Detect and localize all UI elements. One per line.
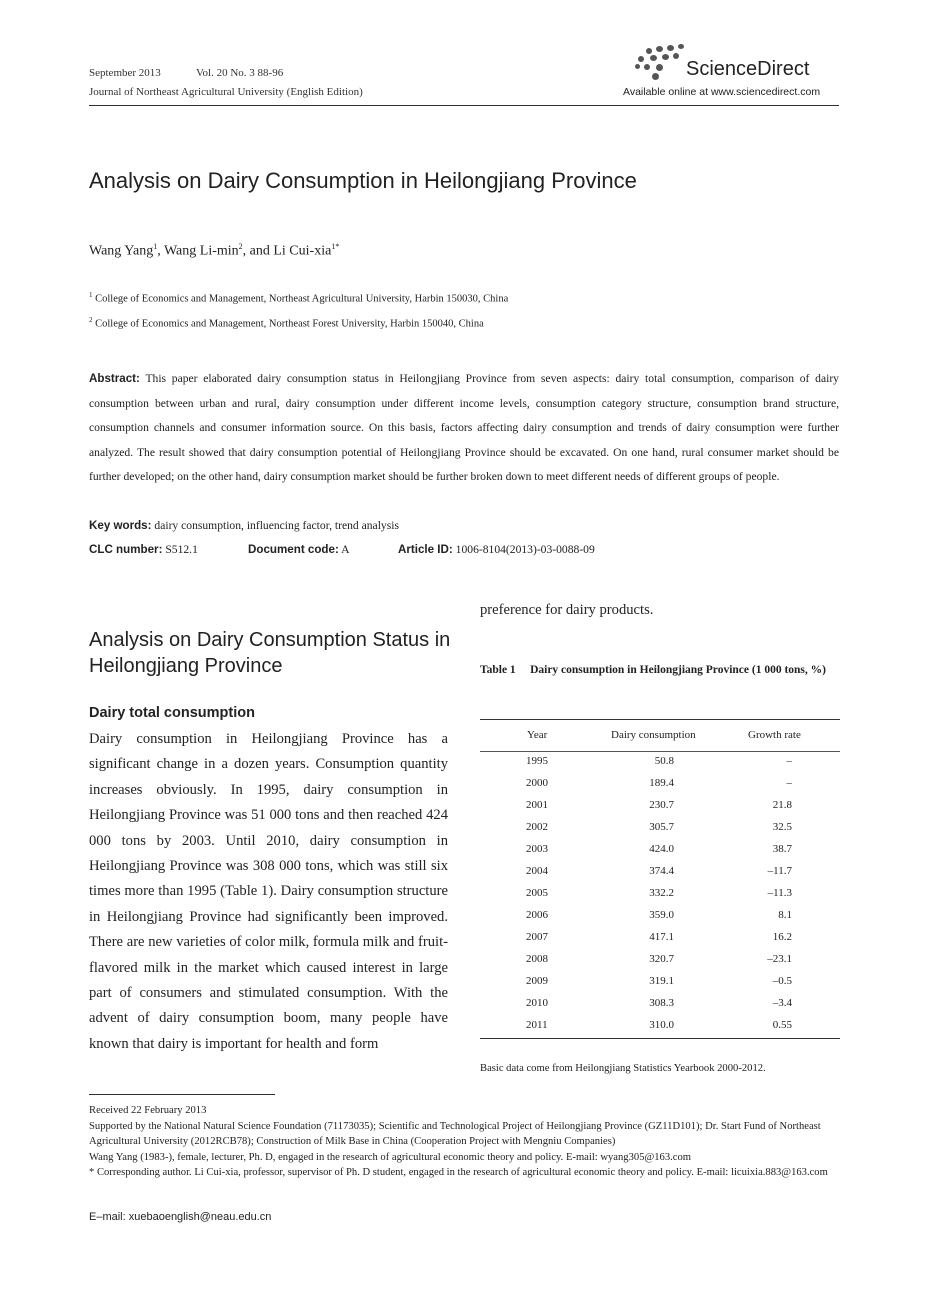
column-header: Growth rate: [748, 729, 801, 741]
data-table: [480, 719, 840, 1041]
table-caption: [480, 660, 840, 680]
affiliation-text: College of Economics and Management, Northeast Agricultural University, Harbin 150030, China: [95, 293, 509, 305]
table-row: [480, 865, 840, 887]
header-rule: [89, 105, 839, 106]
body-continuation: preference for dairy products.: [480, 602, 654, 618]
table-cell: 2002: [526, 821, 548, 833]
affiliation-1: [89, 291, 508, 305]
table-cell: 230.7: [649, 799, 674, 811]
table-cell: 332.2: [649, 887, 674, 899]
table-cell: 2005: [526, 887, 548, 899]
affiliation-sup: 1: [89, 291, 93, 299]
sciencedirect-wordmark: ScienceDirect: [686, 58, 810, 80]
table-row: [480, 887, 840, 909]
journal-name: Journal of Northeast Agricultural University (English Edition): [89, 86, 363, 98]
abstract: [89, 367, 839, 490]
table-row: [480, 909, 840, 931]
clc-label: CLC number:: [89, 543, 163, 556]
footnotes: [89, 1103, 841, 1181]
author-sup: 1: [153, 242, 158, 251]
table-caption-label: Table 1: [480, 664, 516, 676]
table-cell: 32.5: [772, 821, 792, 833]
author-name: , Wang Li-min: [157, 243, 239, 259]
footnote-funding: Supported by the National Natural Science Foundation (71173035); Scientific and Technological Project of Heilongjiang Province (GZ11D101); Dr. Start Fund of Northeast Agricultural University (2012RCB78); Construction of Milk Base in China (Cooperation Project with Mengniu Companies): [89, 1120, 821, 1147]
body-paragraph: Dairy consumption in Heilongjiang Province has a significant change in a dozen years. Consumption quantity increases obviously. In 1995, dairy consumption in Heilongjiang Province was 51 000 tons and then reached 424 000 tons by 2003. Until 2010, dairy consumption in Heilongjiang Province was 308 000 tons, which was still six times more than 1995 (Table 1). Dairy consumption structure in Heilongjiang Province had significantly been improved. There are new varieties of color milk, formula milk and fruit-flavored milk in the market which caused interest in large part of consumers and stimulated consumption. With the advent of dairy consumption boom, many people have known that dairy is important for health and form: [89, 731, 448, 1052]
table-row: [480, 843, 840, 865]
table-row: [480, 799, 840, 821]
sciencedirect-logo-icon: [632, 42, 692, 82]
table-cell: 2006: [526, 909, 548, 921]
table-row: [480, 821, 840, 843]
article-id-value: 1006-8104(2013)-03-0088-09: [455, 543, 595, 556]
footnote-author-bio: Wang Yang (1983-), female, lecturer, Ph. D, engaged in the research of agricultural economic theory and policy. E-mail: wyang305@163.com: [89, 1151, 692, 1163]
table-bottom-rule: [480, 1038, 840, 1039]
table-cell: 2009: [526, 975, 548, 987]
table-cell: 417.1: [649, 931, 674, 943]
table-row: [480, 755, 840, 777]
author-name: , and Li Cui-xia: [242, 243, 332, 259]
journal-email: E–mail: xuebaoenglish@neau.edu.cn: [89, 1211, 272, 1223]
section-heading: Analysis on Dairy Consumption Status in Heilongjiang Province: [89, 629, 451, 677]
article-id-label: Article ID:: [398, 543, 453, 556]
document-code: [248, 543, 349, 556]
table-cell: 320.7: [649, 953, 674, 965]
table-row: [480, 975, 840, 997]
table-cell: –23.1: [767, 953, 792, 965]
table-cell: 2007: [526, 931, 548, 943]
table-cell: 8.1: [778, 909, 792, 921]
volume-info: Vol. 20 No. 3 88-96: [196, 67, 284, 79]
table-cell: 2003: [526, 843, 548, 855]
table-cell: 2011: [526, 1019, 548, 1031]
page-title: Analysis on Dairy Consumption in Heilongjiang Province: [89, 168, 637, 193]
column-header: Dairy consumption: [611, 729, 696, 741]
affiliation-sup: 2: [89, 316, 93, 324]
table-cell: –11.7: [767, 865, 792, 877]
table-cell: 2000: [526, 777, 548, 789]
table-row: [480, 931, 840, 953]
table-cell: 21.8: [772, 799, 792, 811]
table-cell: –3.4: [772, 997, 792, 1009]
table-row: [480, 997, 840, 1019]
table-cell: 424.0: [649, 843, 674, 855]
subsection-heading: Dairy total consumption: [89, 705, 255, 721]
table-cell: 38.7: [772, 843, 792, 855]
table-note: Basic data come from Heilongjiang Statistics Yearbook 2000-2012.: [480, 1063, 766, 1074]
article-meta: [89, 543, 198, 556]
table-cell: 319.1: [649, 975, 674, 987]
affiliation-2: [89, 316, 484, 330]
table-caption-text: Dairy consumption in Heilongjiang Province (1 000 tons, %): [530, 664, 826, 676]
keywords-label: Key words:: [89, 519, 152, 532]
footnote-corresponding: * Corresponding author. Li Cui-xia, professor, supervisor of Ph. D student, engaged in the research of agricultural economic theory and policy. E-mail: licuixia.883@163.com: [89, 1167, 828, 1178]
table-cell: 2010: [526, 997, 548, 1009]
table-cell: –0.5: [772, 975, 792, 987]
table-cell: 189.4: [649, 777, 674, 789]
table-cell: 16.2: [772, 931, 792, 943]
table-header-row: [480, 729, 840, 751]
abstract-text: This paper elaborated dairy consumption status in Heilongjiang Province from seven aspects: dairy total consumption, comparison of dairy consumption between urban and rural, dairy consumption under different income levels, consumption category structure, consumption brand structure, consumption channels and consumer information source. On this basis, factors affecting dairy consumption and trends of dairy consumption were further analyzed. The result showed that dairy consumption potential of Heilongjiang Province should be excavated. On one hand, rural consumer market should be further developed; on the other hand, dairy consumption market should be further broken down to meet different needs of different groups of people.: [89, 372, 839, 484]
table-header-rule: [480, 751, 840, 752]
keywords-text: dairy consumption, influencing factor, trend analysis: [154, 519, 399, 532]
table-cell: 374.4: [649, 865, 674, 877]
article-id: [398, 543, 595, 556]
table-cell: 2008: [526, 953, 548, 965]
clc-value: S512.1: [165, 543, 198, 556]
document-code-value: A: [341, 543, 350, 556]
author-list: [89, 242, 339, 260]
table-cell: 359.0: [649, 909, 674, 921]
table-top-rule: [480, 719, 840, 720]
table-cell: 305.7: [649, 821, 674, 833]
issue-date: September 2013: [89, 67, 161, 79]
table-cell: 50.8: [654, 755, 674, 767]
keywords: [89, 519, 399, 532]
table-cell: 310.0: [649, 1019, 674, 1031]
table-cell: –: [786, 777, 792, 789]
table-row: [480, 777, 840, 799]
table-cell: 1995: [526, 755, 548, 767]
author-name: Wang Yang: [89, 243, 154, 259]
table-row: [480, 953, 840, 975]
column-header: Year: [527, 729, 548, 741]
footnote-rule: [89, 1094, 275, 1095]
table-cell: –11.3: [767, 887, 792, 899]
table-cell: –: [786, 755, 792, 767]
author-sup: 1*: [331, 242, 340, 251]
abstract-label: Abstract:: [89, 372, 140, 385]
footnote-received: Received 22 February 2013: [89, 1105, 207, 1116]
affiliation-text: College of Economics and Management, Northeast Forest University, Harbin 150040, China: [95, 318, 484, 330]
available-online-link[interactable]: Available online at www.sciencedirect.com: [623, 86, 821, 98]
author-sup: 2: [238, 242, 243, 251]
document-code-label: Document code:: [248, 543, 339, 556]
table-cell: 2004: [526, 865, 548, 877]
table-cell: 308.3: [649, 997, 674, 1009]
table-cell: 0.55: [772, 1019, 792, 1031]
table-cell: 2001: [526, 799, 548, 811]
